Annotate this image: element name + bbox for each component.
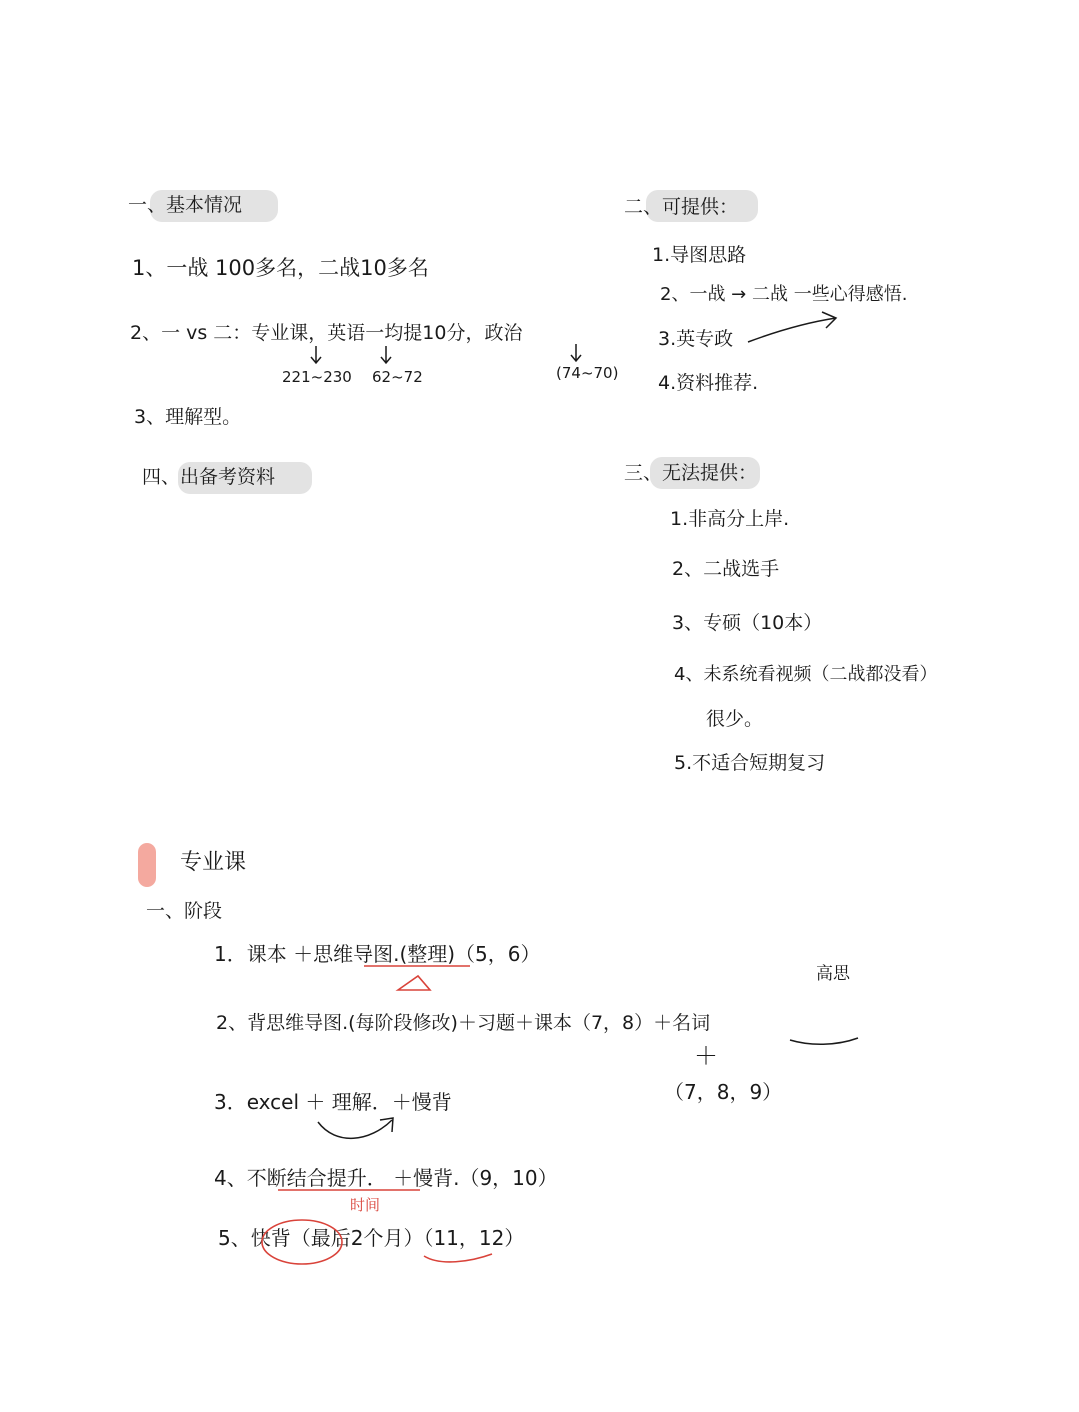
materials-heading: 四、出备考资料 [142,466,276,488]
cannot-item-1: 1.非高分上岸. [670,508,790,530]
score-major: 221~230 [282,368,352,386]
basic-item-2: 2、一 vs 二：专业课，英语一均提10分，政治 [130,322,523,344]
cannot-item-5: 5.不适合短期复习 [674,752,826,774]
score-english: 62~72 [372,368,423,386]
basic-item-1: 1、一战 100多名，二战10多名 [132,256,429,280]
stage-3: 3．excel ＋ 理解．＋慢背 [214,1090,452,1114]
course-title: 专业课 [180,850,247,875]
plus-note: ＋ [694,1042,718,1070]
cannot-extra: 很少。 [706,708,764,730]
term-underline [790,1038,858,1044]
cannot-heading: 三、无法提供： [624,462,758,484]
stage-heading: 一、阶段 [146,900,223,922]
provide-item-4: 4.资料推荐. [658,372,759,394]
excel-arrow [318,1118,393,1138]
basic-heading: 一、基本情况 [128,194,243,216]
cannot-item-3: 3、专硕（10本） [672,612,823,634]
stage-2: 2、背思维导图.(每阶段修改)＋习题＋课本（7，8）＋名词 [216,1012,711,1034]
provide-item-2: 2、一战 → 二战 一些心得感悟. [660,284,908,305]
down-arrows [311,344,581,363]
side-note: 高思 [816,964,850,984]
stage-1: 1．课本 ＋思维导图.(整理)（5，6） [214,942,541,966]
red-marks [262,966,492,1264]
provide-arrow [748,312,836,342]
stage-5: 5、快背（最后2个月）（11，12） [218,1226,525,1250]
cannot-item-2: 2、二战选手 [672,558,780,580]
cannot-item-4: 4、未系统看视频（二战都没看） [674,664,938,685]
months-note: （7，8，9） [664,1080,783,1104]
score-politics: (74~70) [556,364,619,382]
provide-heading: 二、可提供： [624,196,739,218]
red-note: 时间 [350,1196,381,1214]
section-marker [138,843,156,887]
stage-4: 4、不断结合提升． ＋慢背.（9，10） [214,1166,558,1190]
provide-item-3: 3.英专政 [658,328,734,350]
provide-item-1: 1.导图思路 [652,244,747,266]
basic-item-3: 3、理解型。 [134,406,242,428]
